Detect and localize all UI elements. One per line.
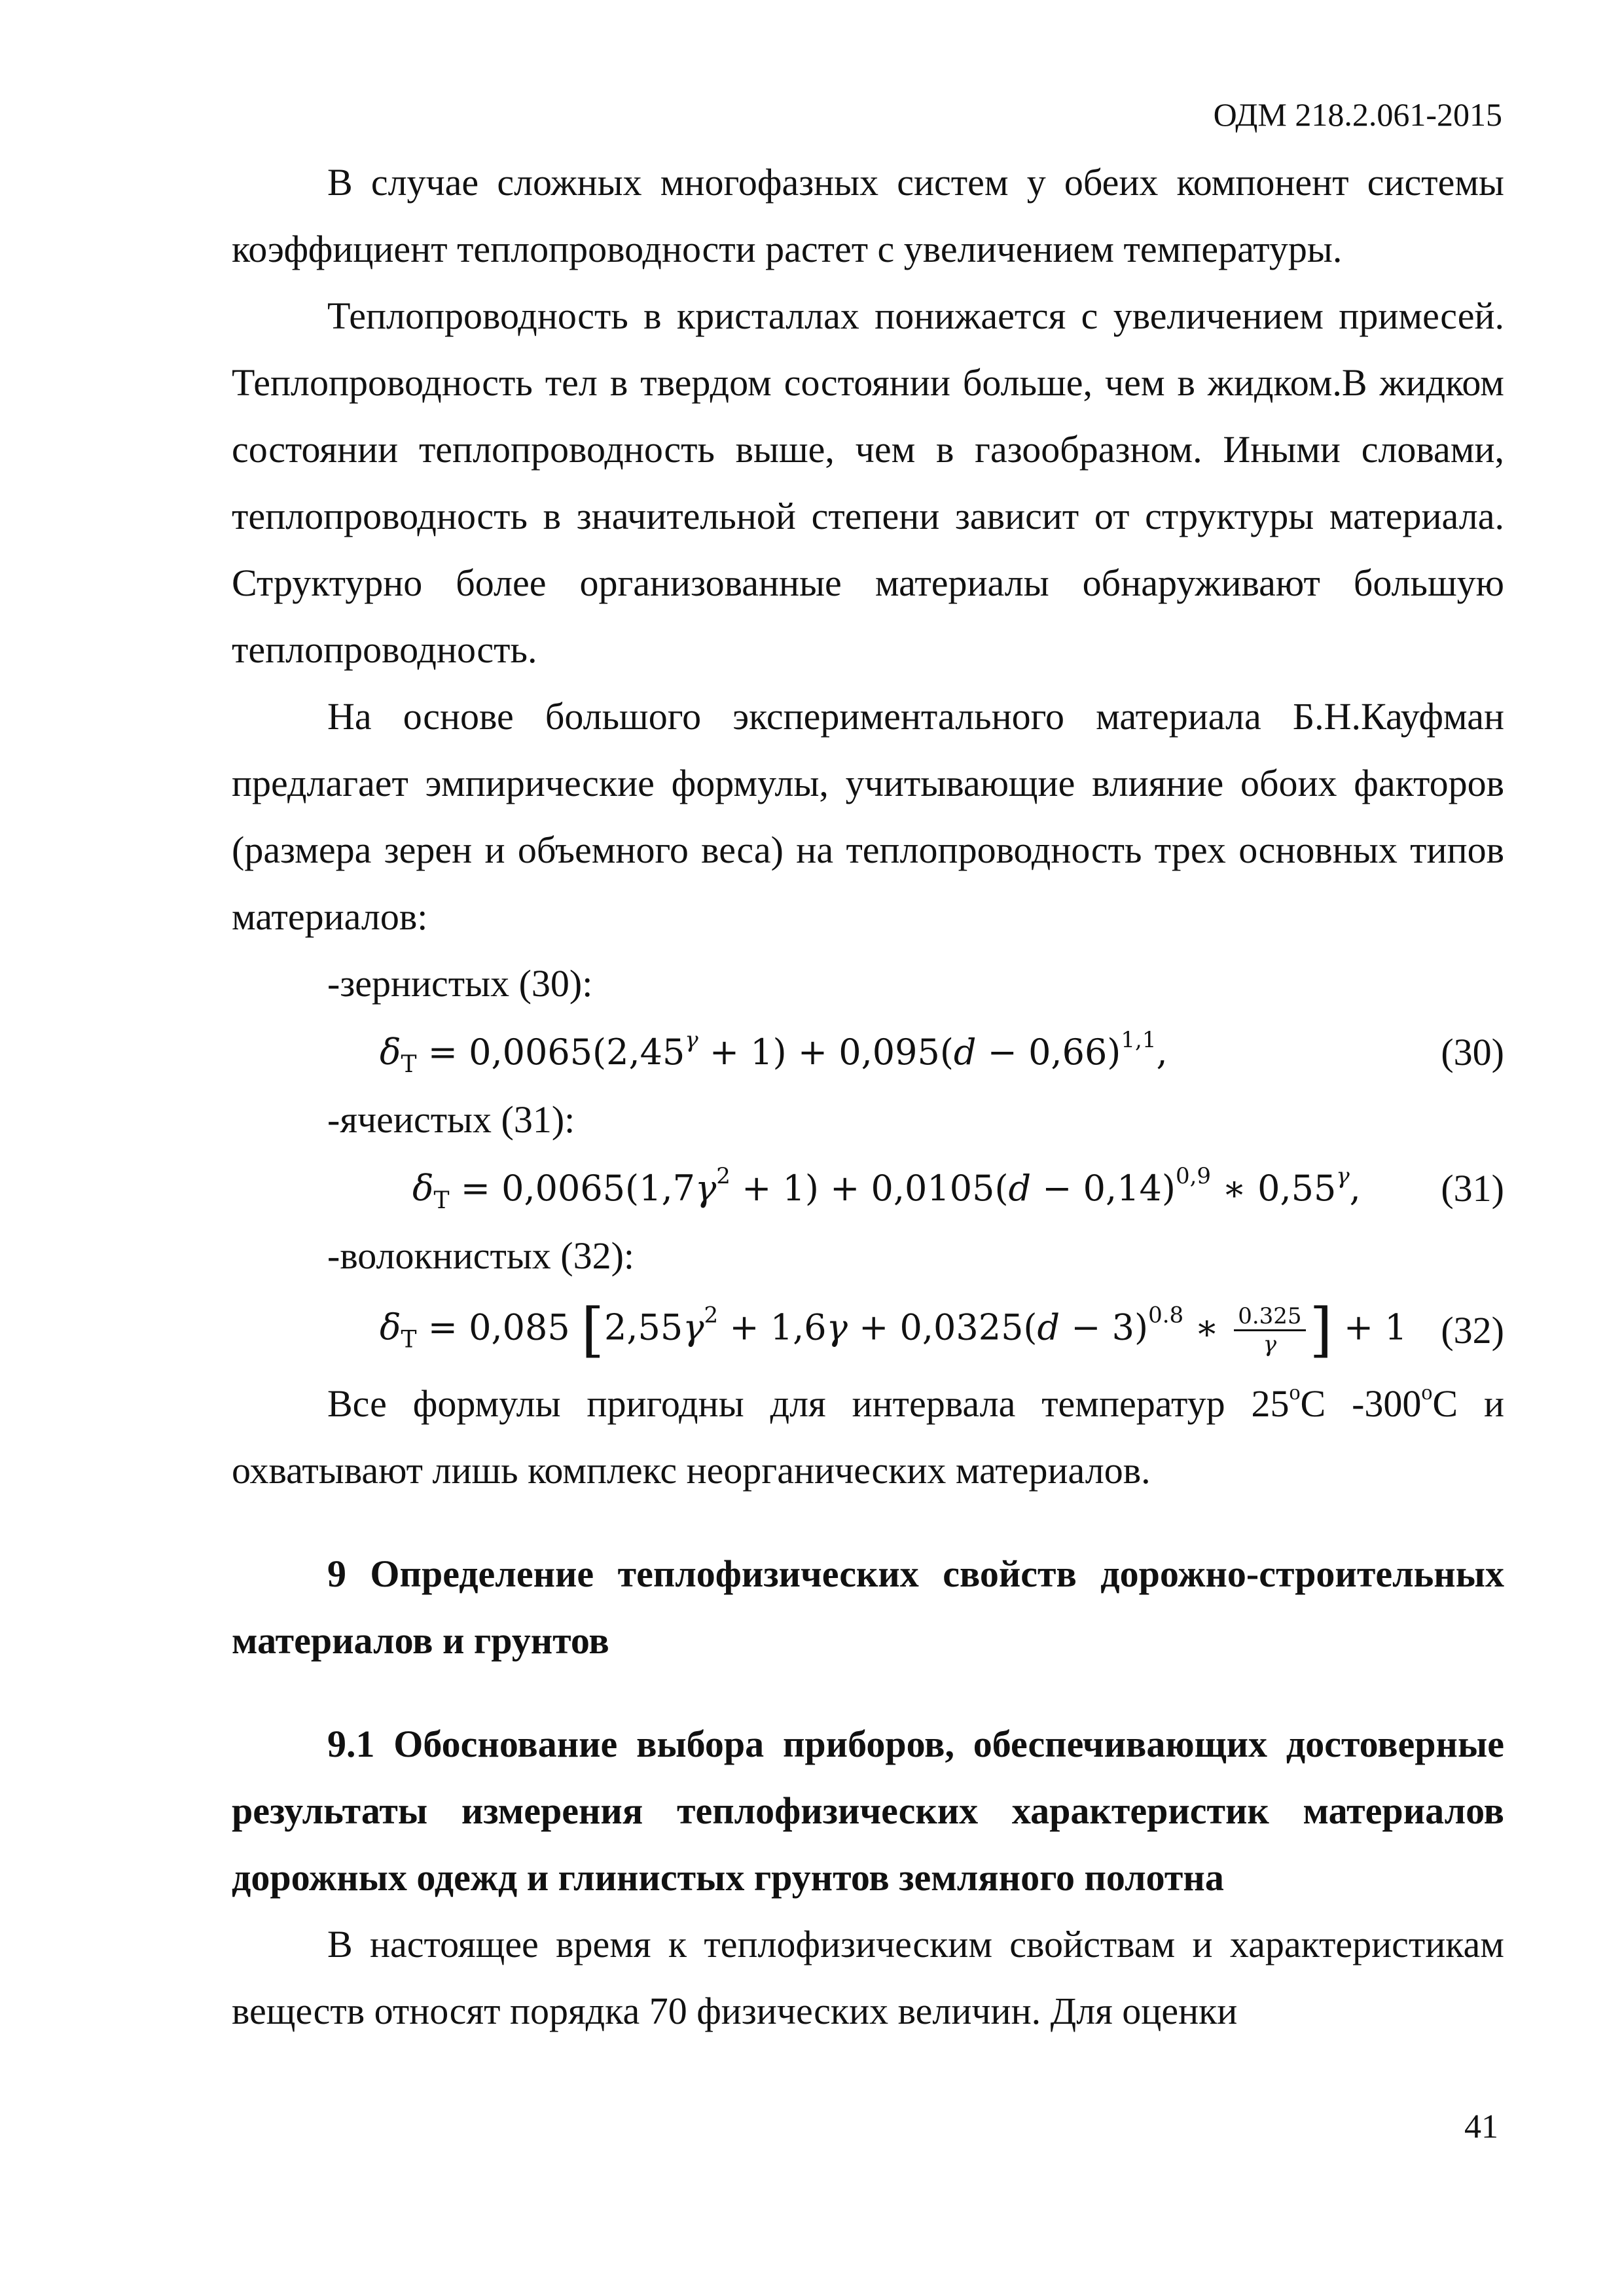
formula-30-row: [232, 1017, 1504, 1086]
page-content: [232, 149, 1504, 2045]
formula-30-label: -зернистых (30):: [327, 962, 593, 1005]
formula-31: $\delta_Т = 0,0065(1,7\gamma^2 + 1) + 0,0105(d - 0,14)^{0,9}$ ∗ $0,55^\gamma$,: [412, 1162, 1361, 1214]
formula-30-number: (30): [1441, 1030, 1504, 1073]
paragraph-kaufman: На основе большого экспериментального материала Б.Н.Кауфман предлагает эмпирические формулы, учитывающие влияние обоих факторов (размера зерен и объемного веса) на теплопроводность трех основных типов материалов:: [232, 695, 1504, 938]
page-number: 41: [1464, 2108, 1498, 2145]
formula-32-label: -волокнистых (32):: [327, 1234, 635, 1277]
formula-32-row: [232, 1289, 1504, 1371]
document-code: ОДМ 218.2.061-2015: [1213, 96, 1502, 133]
section-9-1-heading: 9.1 Обоснование выбора приборов, обеспечивающих достоверные результаты измерения теплофизических характеристик материалов дорожных одежд и глинистых грунтов земляного полотна: [232, 1723, 1504, 1899]
paragraph-multiphase: В случае сложных многофазных систем у обеих компонент системы коэффициент теплопроводности растет с увеличением температуры.: [232, 161, 1504, 270]
formula-30: $\delta_Т = 0,0065(2,45^\gamma + 1) + 0,095(d - 0,66)^{1,1}$,: [380, 1026, 1168, 1078]
paragraph-temperature-range: Все формулы пригодны для интервала температур 25$^o$С -300$^o$С и охватывают лишь комплекс неорганических материалов.: [232, 1380, 1504, 1492]
formula-31-label: -ячеистых (31):: [327, 1098, 575, 1141]
section-9-heading: 9 Определение теплофизических свойств дорожно-строительных материалов и грунтов: [232, 1552, 1504, 1662]
formula-31-number: (31): [1441, 1166, 1504, 1210]
formula-32: $\delta_Т = 0,085$ [$2,55\gamma^2 + 1,6\gamma + 0,0325(d - 3)^{0.8}$ ∗ $\frac{0.325}{\gamma}$ ] + 1: [380, 1295, 1407, 1364]
paragraph-thermophysical: В настоящее время к теплофизическим свойствам и характеристикам веществ относят порядка 70 физических величин. Для оценки: [232, 1923, 1504, 2032]
formula-31-row: [232, 1153, 1504, 1223]
paragraph-crystals: Теплопроводность в кристаллах понижается с увеличением примесей. Теплопроводность тел в твердом состоянии больше, чем в жидком.В жидком состоянии теплопроводность выше, чем в газообразном. Иными словами, теплопроводность в значительной степени зависит от структуры материала. Структурно более организованные материалы обнаруживают большую теплопроводность.: [232, 295, 1504, 671]
formula-32-number: (32): [1441, 1308, 1504, 1352]
